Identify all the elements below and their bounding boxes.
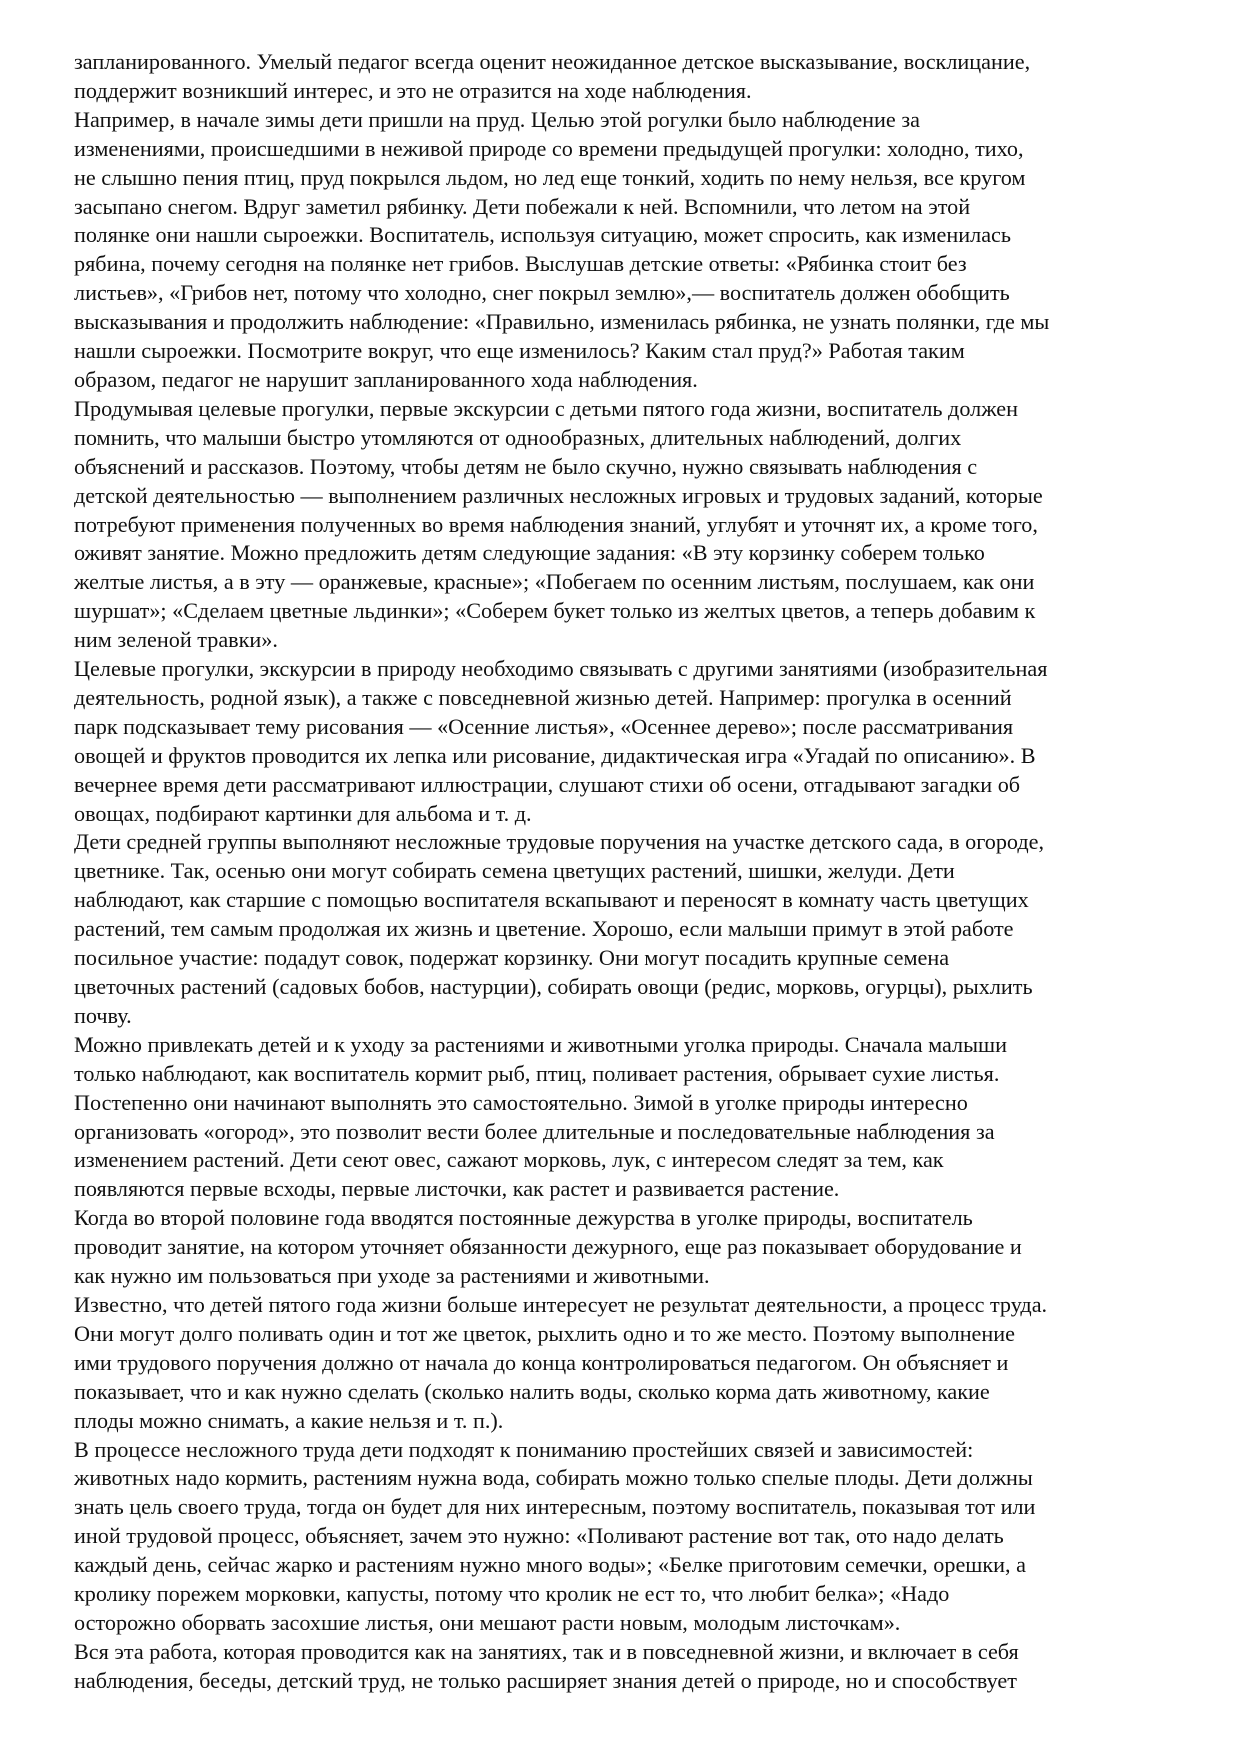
text-line: ими трудового поручения должно от начала до конца контролироваться педагогом. Он объясняет и [74, 1349, 1009, 1375]
document-page [74, 48, 1174, 1696]
text-line: Они могут долго поливать один и тот же цветок, рыхлить одно и то же место. Поэтому выполнение [74, 1320, 1016, 1346]
text-line: Известно, что детей пятого года жизни больше интересует не результат деятельности, а процесс труда. [74, 1291, 1048, 1317]
text-line: овощей и фруктов проводится их лепка или рисование, дидактическая игра «Угадай по описанию». В [74, 742, 1036, 768]
paragraph-7 [74, 1204, 1174, 1291]
text-line: засыпано снегом. Вдруг заметил рябинку. Дети побежали к ней. Вспомнили, что летом на этой [74, 193, 971, 219]
text-line: Например, в начале зимы дети пришли на пруд. Целью этой рогулки было наблюдение за [74, 106, 920, 132]
text-line: показывает, что и как нужно сделать (сколько налить воды, сколько корма дать животному, какие [74, 1378, 990, 1404]
text-line: потребуют применения полученных во время наблюдения знаний, углубят и уточнят их, а кроме того, [74, 511, 1038, 537]
text-line: наблюдения, беседы, детский труд, не только расширяет знания детей о природе, но и способствует [74, 1667, 1017, 1693]
text-line: посильное участие: подадут совок, подержат корзинку. Они могут посадить крупные семена [74, 945, 950, 971]
text-line: шуршат»; «Сделаем цветные льдинки»; «Соберем букет только из желтых цветов, а теперь добавим к [74, 598, 1036, 624]
text-line: только наблюдают, как воспитатель кормит рыб, птиц, поливает растения, обрывает сухие листья. [74, 1060, 1000, 1086]
text-line: Постепенно они начинают выполнять это самостоятельно. Зимой в уголке природы интересно [74, 1089, 968, 1115]
text-line: изменениями, происшедшими в неживой природе со времени предыдущей прогулки: холодно, тихо, [74, 135, 1024, 161]
text-line: не слышно пения птиц, пруд покрылся льдом, но лед еще тонкий, ходить по нему нельзя, все кругом [74, 164, 1026, 190]
text-line: цветочных растений (садовых бобов, настурции), собирать овощи (редис, морковь, огурцы), рыхлить [74, 974, 1033, 999]
text-line: Целевые прогулки, экскурсии в природу необходимо связывать с другими занятиями (изобразительная [74, 656, 1048, 682]
text-line: образом, педагог не нарушит запланированного хода наблюдения. [74, 366, 698, 392]
paragraph-10 [74, 1638, 1174, 1696]
text-line: почву. [74, 1002, 132, 1028]
text-line: Дети средней группы выполняют несложные трудовые поручения на участке детского сада, в огороде, [74, 829, 1045, 855]
text-line: нашли сыроежки. Посмотрите вокруг, что еще изменилось? Каким стал пруд?» Работая таким [74, 338, 965, 364]
paragraph-9 [74, 1436, 1174, 1638]
text-line: парк подсказывает тему рисования — «Осенние листья», «Осеннее дерево»; после рассматривания [74, 713, 1014, 739]
text-line: рябина, почему сегодня на полянке нет грибов. Выслушав детские ответы: «Рябинка стоит без [74, 251, 967, 277]
paragraph-2 [74, 106, 1174, 395]
text-line: знать цель своего труда, тогда он будет для них интересным, поэтому воспитатель, показывая тот или [74, 1494, 1036, 1520]
text-line: полянке они нашли сыроежки. Воспитатель, используя ситуацию, может спросить, как изменилась [74, 222, 1012, 248]
text-line: кролику порежем морковки, капусты, потому что кролик не ест то, что любит белка»; «Надо [74, 1581, 950, 1607]
text-line: наблюдают, как старшие с помощью воспитателя вскапывают и переносят в комнату часть цветущих [74, 887, 1029, 913]
text-line: как нужно им пользоваться при уходе за растениями и животными. [74, 1263, 710, 1289]
text-line: животных надо кормить, растениям нужна вода, собирать можно только спелые плоды. Дети должны [74, 1465, 1033, 1491]
paragraph-3 [74, 395, 1174, 655]
text-line: листьев», «Грибов нет, потому что холодно, снег покрыл землю»,— воспитатель должен обобщить [74, 280, 1010, 306]
text-line: Продумывая целевые прогулки, первые экскурсии с детьми пятого года жизни, воспитатель должен [74, 395, 1018, 421]
text-line: проводит занятие, на котором уточняет обязанности дежурного, еще раз показывает оборудование и [74, 1234, 1022, 1260]
text-line: появляются первые всходы, первые листочки, как растет и развивается растение. [74, 1176, 840, 1202]
text-line: детской деятельностью — выполнением различных несложных игровых и трудовых заданий, которые [74, 482, 1043, 508]
text-line: Вся эта работа, которая проводится как на занятиях, так и в повседневной жизни, и включает в себя [74, 1638, 1019, 1664]
text-line: организовать «огород», это позволит вести более длительные и последовательные наблюдения за [74, 1118, 995, 1144]
text-line: В процессе несложного труда дети подходят к пониманию простейших связей и зависимостей: [74, 1436, 974, 1462]
text-line: ним зеленой травки». [74, 627, 278, 653]
text-line: плоды можно снимать, а какие нельзя и т. п.). [74, 1407, 504, 1433]
paragraph-8 [74, 1291, 1174, 1436]
text-line: осторожно оборвать засохшие листья, они мешают расти новым, молодым листочкам». [74, 1609, 901, 1635]
paragraph-6 [74, 1031, 1174, 1204]
paragraph-5 [74, 828, 1174, 1030]
text-line: высказывания и продолжить наблюдение: «Правильно, изменилась рябинка, не узнать полянки, где мы [74, 309, 1050, 335]
text-line: вечернее время дети рассматривают иллюстрации, слушают стихи об осени, отгадывают загадки об [74, 771, 1021, 797]
text-line: объяснений и рассказов. Поэтому, чтобы детям не было скучно, нужно связывать наблюдения с [74, 453, 978, 479]
text-line: растений, тем самым продолжая их жизнь и цветение. Хорошо, если малыши примут в этой работе [74, 916, 1014, 942]
text-line: Можно привлекать детей и к уходу за растениями и животными уголка природы. Сначала малыши [74, 1031, 1007, 1057]
paragraph-1 [74, 48, 1174, 106]
paragraph-4 [74, 655, 1174, 828]
text-line: помнить, что малыши быстро утомляются от однообразных, длительных наблюдений, долгих [74, 424, 962, 450]
text-line: запланированного. Умелый педагог всегда оценит неожиданное детское высказывание, восклицание, [74, 49, 1031, 74]
text-line: деятельность, родной язык), а также с повседневной жизнью детей. Например: прогулка в осенний [74, 684, 1012, 710]
text-line: желтые листья, а в эту — оранжевые, красные»; «Побегаем по осенним листьям, послушаем, как они [74, 569, 1035, 595]
text-line: цветнике. Так, осенью они могут собирать семена цветущих растений, шишки, желуди. Дети [74, 858, 955, 884]
text-line: иной трудовой процесс, объясняет, зачем это нужно: «Поливают растение вот так, ото надо делать [74, 1523, 1004, 1549]
text-line: каждый день, сейчас жарко и растениям нужно много воды»; «Белке приготовим семечки, орешки, а [74, 1552, 1026, 1578]
text-line: изменением растений. Дети сеют овес, сажают морковь, лук, с интересом следят за тем, как [74, 1147, 944, 1173]
text-line: Когда во второй половине года вводятся постоянные дежурства в уголке природы, воспитатель [74, 1205, 973, 1231]
text-line: поддержит возникший интерес, и это не отразится на ходе наблюдения. [74, 77, 752, 103]
text-line: оживят занятие. Можно предложить детям следующие задания: «В эту корзинку соберем только [74, 540, 985, 566]
text-line: овощах, подбирают картинки для альбома и т. д. [74, 800, 532, 826]
